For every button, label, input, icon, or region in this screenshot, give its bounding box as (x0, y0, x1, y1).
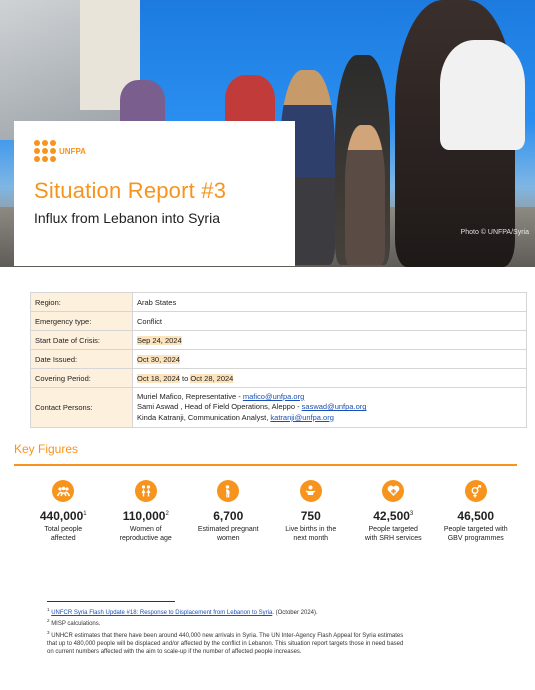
contact-text: Sami Aswad , Head of Field Operations, Aleppo - (137, 402, 302, 412)
report-title: Situation Report #3 (34, 178, 227, 203)
key-figure-value: 440,000$^1$ (39, 509, 87, 523)
key-figure-item (435, 480, 518, 560)
key-figure-label: Live births in the next month (285, 526, 337, 542)
region-label: Region: (31, 293, 133, 312)
footnote-3: $^3$ UNHCR estimates that there have been around 440,000 new arrivals in Syria. The UN Inter-Agency Flash Appeal for Syria estimates that up to 480,000 people will be displaced and/or affected by the conflict in Lebanon. This situation report targets those in need based on current numbers affected with the aim to scale-up if the number of affected people increases. (47, 629, 404, 656)
contact-persons-label: Contact Persons: (31, 388, 133, 428)
key-figure-item (270, 480, 353, 560)
footnote-1: $^1$ UNFCR Syria Flash Update #18: Response to Displacement from Lebanon to Syria. (October 2024). (47, 607, 318, 616)
table-row (31, 388, 527, 428)
date-issued-value: Oct 30, 2024 (137, 354, 180, 364)
person-figure (345, 125, 385, 265)
table-row (31, 369, 527, 388)
logo-text: UNFPA (59, 146, 86, 156)
contact-email-link[interactable]: katranji@unfpa.org (270, 412, 334, 422)
key-figure-item (187, 480, 270, 560)
covering-to-word: to (182, 373, 189, 383)
people-icon (52, 480, 74, 502)
key-figure-label: Estimated pregnant women (197, 526, 259, 542)
key-figures-divider (14, 464, 517, 466)
key-figure-label: People targeted with GBV programmes (443, 526, 508, 542)
gender-icon (465, 480, 487, 502)
key-figure-label: People targeted with SRH services (364, 526, 422, 542)
table-row (31, 350, 527, 369)
covering-from: Oct 18, 2024 (137, 373, 180, 383)
key-figure-value: 750 (300, 509, 321, 523)
key-figure-item (352, 480, 435, 560)
date-issued-label: Date Issued: (31, 350, 133, 369)
report-subtitle: Influx from Lebanon into Syria (34, 210, 220, 226)
key-figure-item (105, 480, 188, 560)
baby-icon (300, 480, 322, 502)
title-card (14, 121, 295, 266)
region-value: Arab States (133, 293, 527, 312)
key-figure-label: Total people affected (44, 526, 83, 542)
photo-credit: Photo © UNFPA/Syria (460, 229, 529, 236)
contact-text: Kinda Katranji, Communication Analyst, (137, 412, 271, 422)
heart-health-icon (382, 480, 404, 502)
key-figure-value: 110,000$^2$ (122, 509, 169, 523)
person-figure (440, 40, 525, 150)
contact-line (137, 392, 522, 403)
table-row (31, 293, 527, 312)
contact-line (137, 413, 522, 424)
logo-dots-icon (34, 140, 56, 162)
contact-persons-cell (133, 388, 527, 428)
emergency-type-label: Emergency type: (31, 312, 133, 331)
emergency-type-value: Conflict (133, 312, 527, 331)
start-date-value: Sep 24, 2024 (137, 335, 182, 345)
key-figures-row (22, 480, 517, 560)
table-row (31, 312, 527, 331)
key-figure-value: 42,500$^3$ (373, 509, 414, 523)
covering-period-label: Covering Period: (31, 369, 133, 388)
info-table (30, 292, 527, 428)
contact-email-link[interactable]: saswad@unfpa.org (301, 402, 367, 412)
table-row (31, 331, 527, 350)
covering-to: Oct 28, 2024 (190, 373, 234, 383)
unfpa-logo (34, 140, 86, 162)
footnote-1-link[interactable]: UNFCR Syria Flash Update #18: Response to Displacement from Lebanon to Syria (51, 610, 273, 616)
key-figure-item (22, 480, 105, 560)
contact-text: Muriel Mafico, Representative - (137, 391, 243, 401)
women-icon (135, 480, 157, 502)
contact-line (137, 402, 522, 413)
start-date-label: Start Date of Crisis: (31, 331, 133, 350)
contact-email-link[interactable]: mafico@unfpa.org (242, 391, 305, 401)
footnote-2: $^2$ MISP calculations. (47, 618, 101, 628)
covering-period-cell (133, 369, 527, 388)
start-date-cell (133, 331, 527, 350)
key-figure-label: Women of reproductive age (119, 526, 172, 542)
date-issued-cell (133, 350, 527, 369)
footnotes (47, 606, 507, 656)
pregnant-woman-icon (217, 480, 239, 502)
key-figure-value: 6,700 (213, 509, 244, 523)
key-figure-value: 46,500 (457, 509, 495, 523)
footnote-divider (47, 601, 175, 602)
key-figures-heading: Key Figures (14, 442, 79, 456)
